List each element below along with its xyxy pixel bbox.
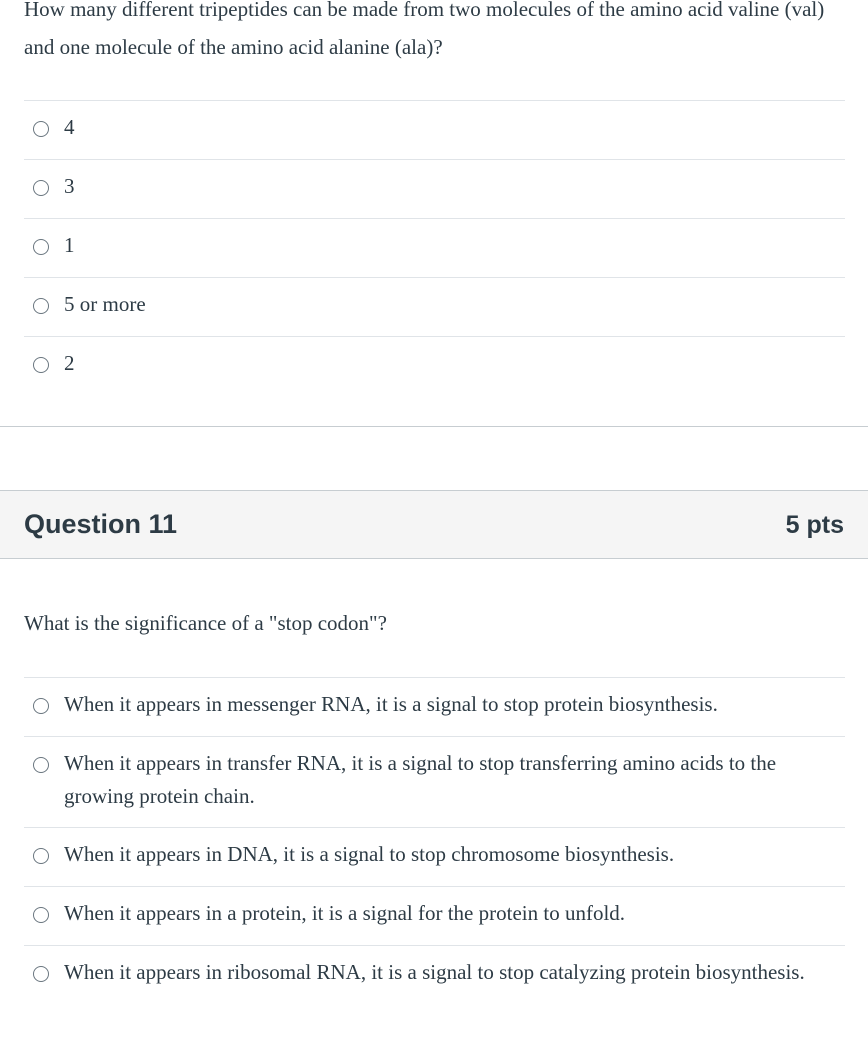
radio-button[interactable] [33,966,49,982]
question-11-header [0,490,868,559]
answer-option[interactable] [24,736,845,827]
answer-label[interactable]: 4 [64,115,75,139]
answer-option[interactable] [24,677,845,736]
answer-label[interactable]: 1 [64,233,75,257]
answer-label[interactable]: 5 or more [64,292,146,316]
question-points: 5 pts [785,511,844,539]
question-title: Question 11 [24,509,178,539]
radio-button[interactable] [33,848,49,864]
question-10-answer-list [24,100,845,395]
radio-button[interactable] [33,757,49,773]
answer-option[interactable] [24,886,845,945]
radio-button[interactable] [33,907,49,923]
radio-button[interactable] [33,180,49,196]
answer-option[interactable] [24,159,845,218]
radio-button[interactable] [33,698,49,714]
answer-label[interactable]: When it appears in ribosomal RNA, it is a signal to stop catalyzing protein biosynthesis. [64,960,805,984]
answer-label[interactable]: When it appears in a protein, it is a signal for the protein to unfold. [64,901,626,925]
answer-option[interactable] [24,218,845,277]
answer-label[interactable]: 2 [64,351,75,375]
answer-option[interactable] [24,827,845,886]
answer-option[interactable] [24,277,845,336]
answer-label[interactable]: When it appears in DNA, it is a signal to stop chromosome biosynthesis. [64,842,675,866]
radio-button[interactable] [33,298,49,314]
radio-button[interactable] [33,121,49,137]
question-11-answer-list [24,677,845,1045]
answer-option[interactable] [24,945,845,1045]
question-10-text: How many different tripeptides can be made from two molecules of the amino acid valine (val) and one molecule of the amino acid alanine (ala)? [24,0,825,59]
answer-label[interactable]: When it appears in messenger RNA, it is a signal to stop protein biosynthesis. [64,692,718,716]
answer-label[interactable]: 3 [64,174,75,198]
answer-label[interactable]: When it appears in transfer RNA, it is a signal to stop transferring amino acids to the growing protein chain. [64,751,777,808]
radio-button[interactable] [33,357,49,373]
radio-button[interactable] [33,239,49,255]
question-11-text: What is the significance of a "stop codon"? [24,611,387,635]
question-divider [0,426,868,427]
answer-option[interactable] [24,100,845,159]
answer-option[interactable] [24,336,845,395]
